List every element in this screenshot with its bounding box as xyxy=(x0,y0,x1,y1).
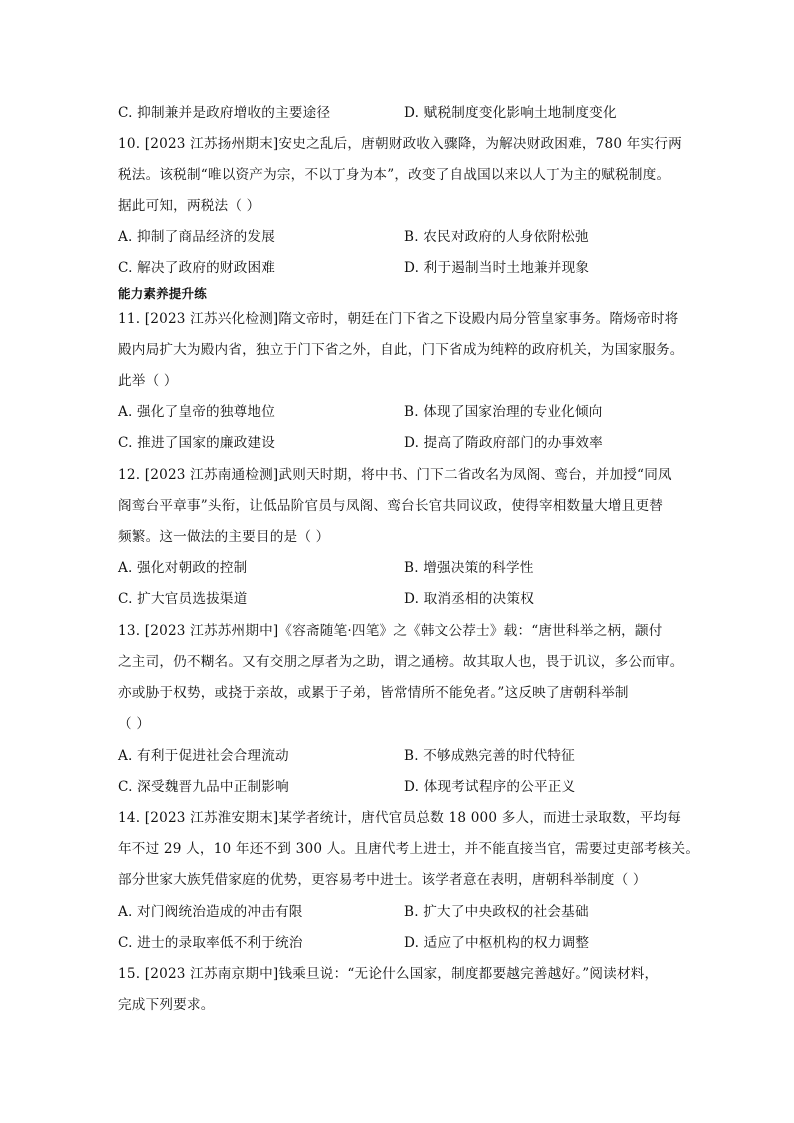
q13-option-d: D. 体现考试程序的公平正义 xyxy=(404,779,576,795)
q10-line-1: 10. [2023 江苏扬州期末]安史之乱后，唐朝财政收入骤降，为解决财政困难，780 年实行两 xyxy=(118,136,682,152)
q13-line-2: 之主司，仍不糊名。又有交朋之厚者为之助，谓之通榜。故其取人也，畏于讥议，多公而审。 xyxy=(118,654,684,670)
q12-option-d: D. 取消丞相的决策权 xyxy=(404,591,535,607)
section-title: 能力素养提升练 xyxy=(118,286,207,301)
q13-line-3: 亦或胁于权势，或挠于亲故，或累于子弟，皆常情所不能免者。”这反映了唐朝科举制 xyxy=(118,685,629,701)
q15-line-1: 15. [2023 江苏南京期中]钱乘旦说：“无论什么国家，制度都要越完善越好。”阅读材料， xyxy=(118,966,659,982)
q11-option-d: D. 提高了隋政府部门的办事效率 xyxy=(404,435,603,451)
q12-option-b: B. 增强决策的科学性 xyxy=(404,560,534,576)
q11-line-3: 此举（ ） xyxy=(118,373,178,389)
q12-option-a: A. 强化对朝政的控制 xyxy=(118,560,248,576)
prev-option-d: D. 赋税制度变化影响土地制度变化 xyxy=(404,105,617,121)
q13-line-1: 13. [2023 江苏苏州期中]《容斋随笔·四笔》之《韩文公荐士》载：“唐世科举之柄，颛付 xyxy=(118,623,663,639)
q11-option-a: A. 强化了皇帝的独尊地位 xyxy=(118,404,275,420)
q11-line-2: 殿内局扩大为殿内省，独立于门下省之外，自此，门下省成为纯粹的政府机关，为国家服务。 xyxy=(118,342,684,358)
q11-option-c: C. 推进了国家的廉政建设 xyxy=(118,435,276,451)
q10-option-d: D. 利于遏制当时土地兼并现象 xyxy=(404,260,590,276)
q12-option-c: C. 扩大官员选拔渠道 xyxy=(118,591,248,607)
q10-option-a: A. 抑制了商品经济的发展 xyxy=(118,229,275,245)
q10-option-c: C. 解决了政府的财政困难 xyxy=(118,260,276,276)
q10-line-2: 税法。该税制“唯以资产为宗，不以丁身为本”，改变了自战国以来以人丁为主的赋税制度。 xyxy=(118,167,671,183)
q11-line-1: 11. [2023 江苏兴化检测]隋文帝时，朝廷在门下省之下设殿内局分管皇家事务。隋炀帝时将 xyxy=(118,311,679,327)
q13-option-a: A. 有利于促进社会合理流动 xyxy=(118,748,289,764)
q12-line-1: 12. [2023 江苏南通检测]武则天时期，将中书、门下二省改名为凤阁、鸾台，并加授“同凤 xyxy=(118,467,672,483)
q14-option-c: C. 进士的录取率低不利于统治 xyxy=(118,935,303,951)
q14-line-3: 部分世家大族凭借家庭的优势，更容易考中进士。该学者意在表明，唐朝科举制度（ ） xyxy=(118,872,647,888)
q11-option-b: B. 体现了国家治理的专业化倾向 xyxy=(404,404,603,420)
q14-line-1: 14. [2023 江苏淮安期末]某学者统计，唐代官员总数 18 000 多人，而进士录取数，平均每 xyxy=(118,810,682,826)
q13-option-b: B. 不够成熟完善的时代特征 xyxy=(404,748,575,764)
prev-option-c: C. 抑制兼并是政府增收的主要途径 xyxy=(118,105,331,121)
q13-line-4: （ ） xyxy=(118,716,151,732)
q14-line-2: 年不过 29 人，10 年还不到 300 人。且唐代考上进士，并不能直接当官，需要过吏部考核关。 xyxy=(118,841,700,857)
q10-line-3: 据此可知，两税法（ ） xyxy=(118,198,261,214)
q12-line-3: 频繁。这一做法的主要目的是（ ） xyxy=(118,529,330,545)
q14-option-a: A. 对门阀统治造成的冲击有限 xyxy=(118,904,303,920)
q10-option-b: B. 农民对政府的人身依附松弛 xyxy=(404,229,589,245)
q12-line-2: 阁鸾台平章事”头衔，让低品阶官员与凤阁、鸾台长官共同议政，使得宰相数量大增且更替 xyxy=(118,498,664,514)
q14-option-b: B. 扩大了中央政权的社会基础 xyxy=(404,904,589,920)
q13-option-c: C. 深受魏晋九品中正制影响 xyxy=(118,779,289,795)
q15-line-2: 完成下列要求。 xyxy=(118,997,215,1013)
q14-option-d: D. 适应了中枢机构的权力调整 xyxy=(404,935,590,951)
